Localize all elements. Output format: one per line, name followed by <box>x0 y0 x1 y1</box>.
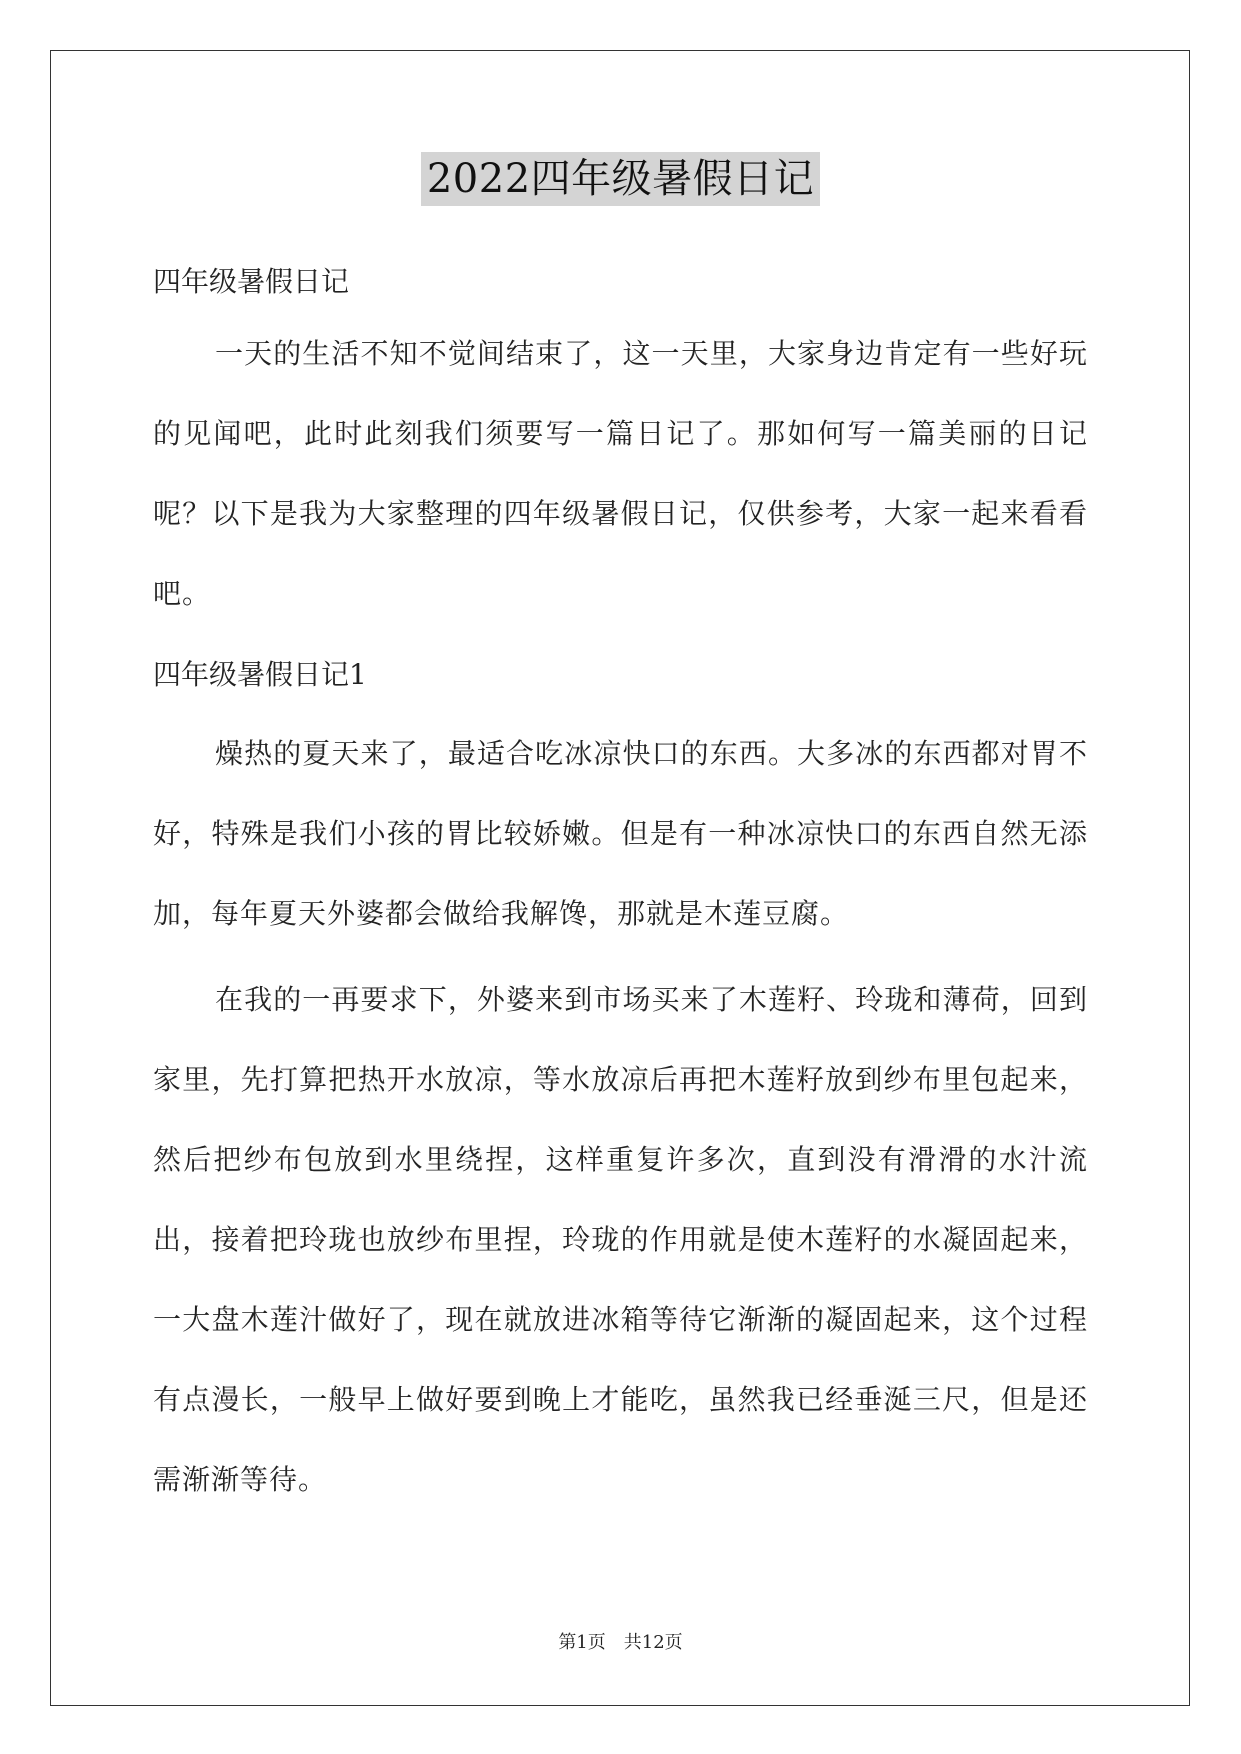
page-footer: 第1页 共12页 <box>558 1632 683 1653</box>
body-paragraph-2: 在我的一再要求下，外婆来到市场买来了木莲籽、玲珑和薄荷，回到家里，先打算把热开水放凉，等水放凉后再把木莲籽放到纱布里包起来，然后把纱布包放到水里绕捏，这样重复许多次，直到没有滑滑的水汁流出，接着把玲珑也放纱布里捏，玲珑的作用就是使木莲籽的水凝固起来，一大盘木莲汁做好了，现在就放进冰箱等待它渐渐的凝固起来，这个过程有点漫长，一般早上做好要到晚上才能吃，虽然我已经垂涎三尺，但是还需渐渐等待。 <box>153 983 1088 1496</box>
section-heading: 四年级暑假日记1 <box>153 658 367 691</box>
title-container <box>0 152 1241 206</box>
document-body <box>153 257 1088 1520</box>
body-paragraph-1: 燥热的夏天来了，最适合吃冰凉快口的东西。大多冰的东西都对胃不好，特殊是我们小孩的胃比较娇嫩。但是有一种冰凉快口的东西自然无添加，每年夏天外婆都会做给我解馋，那就是木莲豆腐。 <box>153 737 1088 930</box>
intro-paragraph: 一天的生活不知不觉间结束了，这一天里，大家身边肯定有一些好玩的见闻吧，此时此刻我们须要写一篇日记了。那如何写一篇美丽的日记呢？以下是我为大家整理的四年级暑假日记，仅供参考，大家一起来看看吧。 <box>153 337 1088 610</box>
document-title: 2022四年级暑假日记 <box>421 152 820 206</box>
intro-heading: 四年级暑假日记 <box>153 265 350 298</box>
